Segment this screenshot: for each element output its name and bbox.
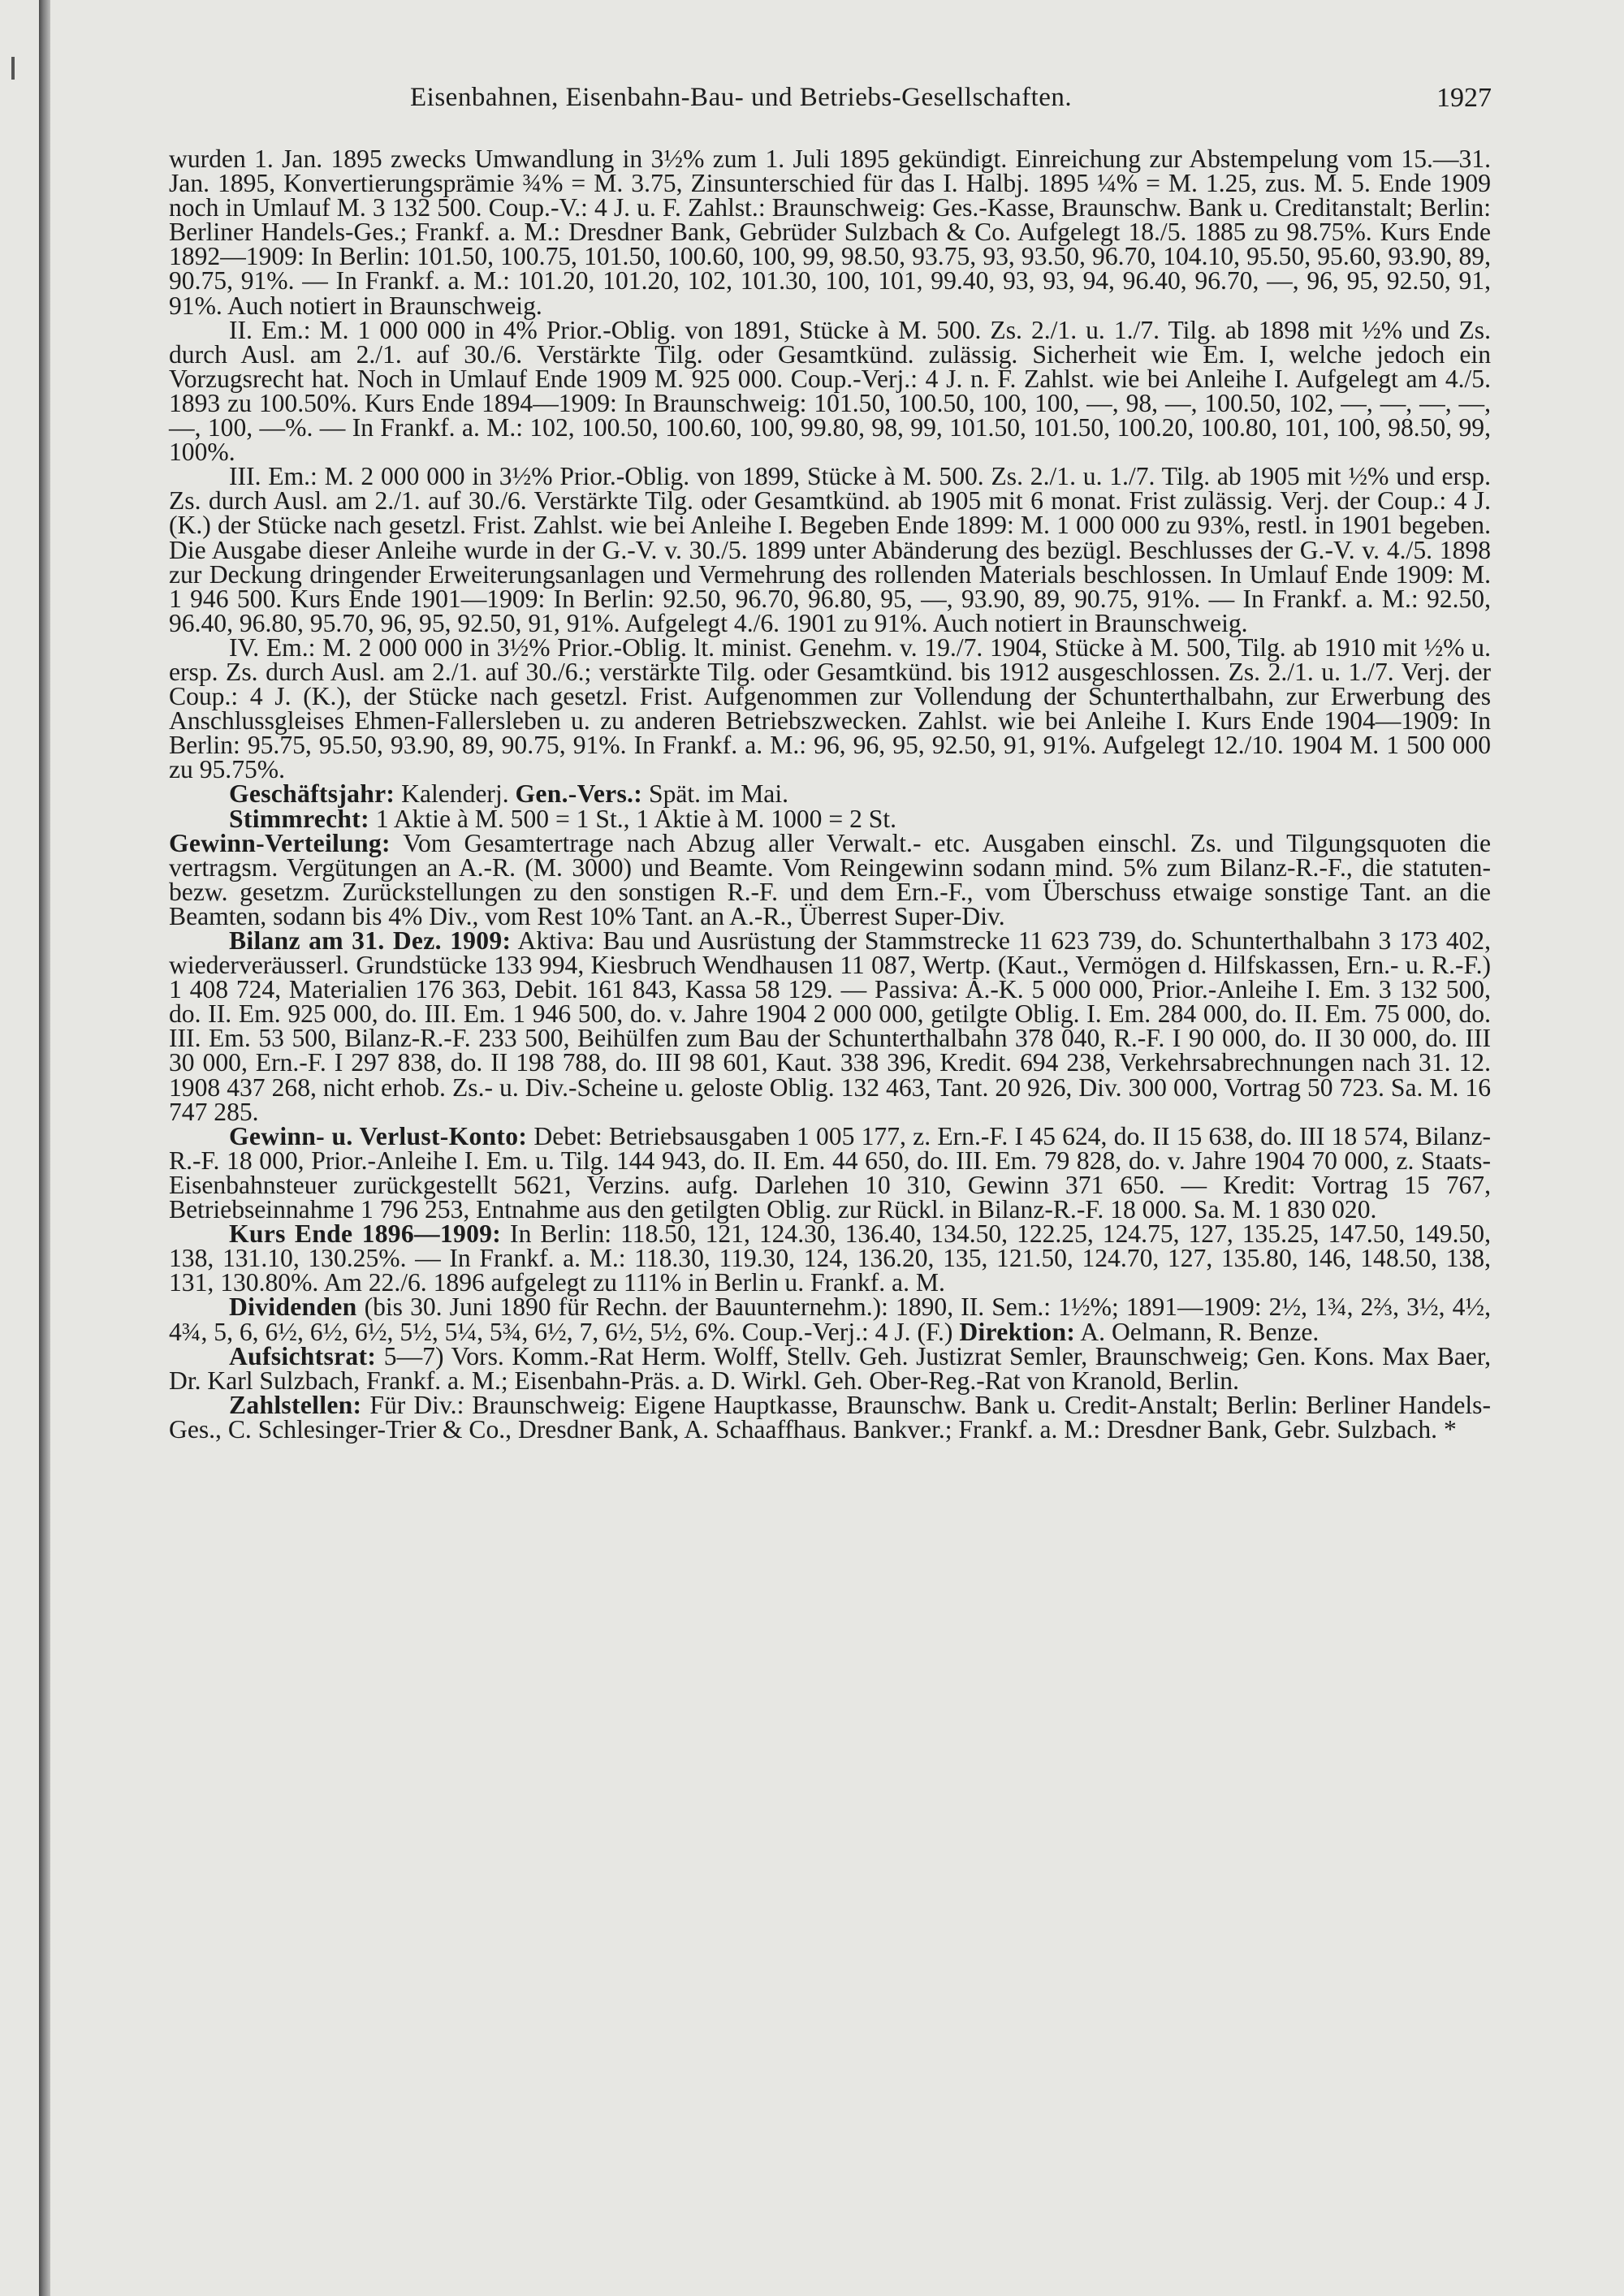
paragraph-text: IV. Em.: M. 2 000 000 in 3½% Prior.-Oblig. lt. minist. Genehm. v. 19./7. 1904, Stücke à M. 500, Tilg. ab 1910 mit ½% u. ersp. Zs. durch Ausl. am 2./1. auf 30./6.; verstärkte Tilg. oder Gesamtkünd. bis 1912 ausgeschlossen. Zs. 2./1. u. 1./7. Verj. der Coup.: 4 J. (K.), der Stücke nach gesetzl. Frist. Aufgenommen zur Vollendung der Schunterthalbahn, zur Erwerbung des Anschlussgleises Ehmen-Fallersleben u. zu anderen Betriebszwecken. Zahlst. wie bei Anleihe I. Kurs Ende 1904—1909: In Berlin: 95.75, 95.50, 93.90, 89, 90.75, 91%. In Frankf. a. M.: 96, 96, 95, 92.50, 91, 91%. Aufgelegt 12./10. 1904 M. 1 500 000 zu 95.75%. — [169, 632, 1491, 784]
paragraph-text: Für Div.: Braunschweig: Eigene Hauptkasse, Braunschw. Bank u. Credit-Anstalt; Berlin: Berliner Handels-Ges., C. Schlesinger-Trier & Co., Dresdner Bank, A. Schaaffhaus. Bankver.; Frankf. a. M.: Dresdner Bank, Gebr. Sulzbach. * — [169, 1390, 1491, 1444]
section-label: Gewinn- u. Verlust-Konto: — [229, 1121, 528, 1150]
section-label: Zahlstellen: — [229, 1390, 362, 1419]
paragraph-kurs — [169, 1219, 1491, 1297]
paragraph-text: In Berlin: 118.50, 121, 124.30, 136.40, 134.50, 122.25, 124.75, 127, 135.25, 147.50, 149.50, 138, 131.10, 130.25%. — In Frankf. a. M.: 118.30, 119.30, 124, 136.20, 135, 121.50, 124.70, 127, 135.80, 146, 148.50, 138, 131, 130.80%. Am 22./6. 1896 aufgelegt zu 111% in Berlin u. Frankf. a. M. — [169, 1219, 1491, 1297]
page-body — [169, 147, 1491, 1442]
paragraph-text: Spät. im Mai. — [642, 779, 788, 809]
paragraph-text: A. Oelmann, R. Benze. — [1075, 1317, 1320, 1346]
paragraph-em2 — [169, 315, 1491, 467]
paragraph-text: (bis 30. Juni 1890 für Rechn. der Bauunternehm.): 1890, II. Sem.: 1½%; 1891—1909: 2½, 1¾, 2⅔, 3½, 4½, 4¾, 5, 6, 6½, 6½, 6½, 5½, 5¼, 5¾, 6½, 7, 6½, 5½, 6%. Coup.-Verj.: 4 J. (F.) — [169, 1293, 1491, 1346]
paragraph-text: Vom Gesamtertrage nach Abzug aller Verwalt.- etc. Ausgaben einschl. Zs. und Tilgungsquoten die vertragsm. Vergütungen an A.-R. (M. 3000) und Beamte. Vom Reingewinn sodann mind. 5% zum Bilanz-R.-F., die statuten- bezw. gesetzm. Zurückstellungen zu den sonstigen R.-F. und dem Ern.-F., vom Überschuss etwaige sonstige Tant. an die Beamten, sodann bis 4% Div., vom Rest 10% Tant. an A.-R., Überrest Super-Div. — [169, 828, 1491, 930]
paragraph-text: Kalenderj. — [395, 779, 516, 809]
section-label: Geschäftsjahr: — [229, 779, 395, 809]
paragraph-text: III. Em.: M. 2 000 000 in 3½% Prior.-Oblig. von 1899, Stücke à M. 500. Zs. 2./1. u. 1./7. Tilg. ab 1905 mit ½% und ersp. Zs. durch Ausl. am 2./1. auf 30./6. Verstärkte Tilg. oder Gesamtkünd. ab 1905 mit 6 monat. Frist zulässig. Verj. der Coup.: 4 J. (K.) der Stücke nach gesetzl. Frist. Zahlst. wie bei Anleihe I. Begeben Ende 1899: M. 1 000 000 zu 93%, restl. in 1901 begeben. Die Ausgabe dieser Anleihe wurde in der G.-V. v. 30./5. 1899 unter Abänderung des bezügl. Beschlusses der G.-V. v. 4./5. 1898 zur Deckung dringender Erweiterungsanlagen und Vermehrung des rollenden Materials beschlossen. In Umlauf Ende 1909: M. 1 946 500. Kurs Ende 1901—1909: In Berlin: 92.50, 96.70, 96.80, 95, —, 93.90, 89, 90.75, 91%. — In Frankf. a. M.: 92.50, 96.40, 96.80, 95.70, 96, 95, 92.50, 91, 91%. Aufgelegt 4./6. 1901 zu 91%. Auch notiert in Braunschweig. — [169, 462, 1491, 637]
section-label: Bilanz am 31. Dez. 1909: — [229, 926, 512, 955]
paragraph-stimmrecht — [169, 804, 1491, 833]
running-title: Eisenbahnen, Eisenbahn-Bau- und Betriebs-Gesellschaften. — [410, 83, 1073, 112]
paragraph-dividenden — [169, 1295, 1491, 1344]
section-label: Gen.-Vers.: — [515, 779, 643, 809]
paragraph-gewinn-verteilung — [169, 828, 1491, 930]
paragraph-em1-continued — [169, 147, 1491, 318]
paragraph-text: 5—7) Vors. Komm.-Rat Herm. Wolff, Stellv. Geh. Justizrat Semler, Braunschweig; Gen. Kons. Max Baer, Dr. Karl Sulzbach, Frankf. a. M.; Eisenbahn-Präs. a. D. Wirkl. Geh. Ober-Reg.-Rat von Kranold, Berlin. — [169, 1341, 1491, 1395]
paragraph-text: Aktiva: Bau und Ausrüstung der Stammstrecke 11 623 739, do. Schunterthalbahn 3 173 402, wiederveräusserl. Grundstücke 133 994, Kiesbruch Wendhausen 11 087, Wertp. (Kaut., Vermögen d. Hilfskassen, Ern.- u. R.-F.) 1 408 724, Materialien 176 363, Debit. 161 843, Kassa 58 129. — Passiva: A.-K. 5 000 000, Prior.-Anleihe I. Em. 3 132 500, do. II. Em. 925 000, do. III. Em. 1 946 500, do. v. Jahre 1904 2 000 000, getilgte Oblig. I. Em. 284 000, do. II. Em. 75 000, do. III. Em. 53 500, Bilanz-R.-F. 233 500, Beihülfen zum Bau der Schunterthalbahn 378 040, R.-F. I 90 000, do. II 30 000, do. III 30 000, Ern.-F. I 297 838, do. II 198 788, do. III 98 601, Kaut. 338 396, Kredit. 694 238, Verkehrsabrechnungen nach 31. 12. 1908 437 268, nicht erhob. Zs.- u. Div.-Scheine u. geloste Oblig. 132 463, Tant. 20 926, Div. 300 000, Vortrag 50 723. Sa. M. 16 747 285. — [169, 926, 1491, 1126]
paragraph-gewinn-verlust — [169, 1121, 1491, 1224]
section-label: Dividenden — [229, 1293, 357, 1322]
paragraph-text: II. Em.: M. 1 000 000 in 4% Prior.-Oblig. von 1891, Stücke à M. 500. Zs. 2./1. u. 1./7. Tilg. ab 1898 mit ½% und Zs. durch Ausl. am 2./1. auf 30./6. Verstärkte Tilg. oder Gesamtkünd. zulässig. Sicherheit wie Em. I, welche jedoch ein Vorzugsrecht hat. Noch in Umlauf Ende 1909 M. 925 000. Coup.-Verj.: 4 J. n. F. Zahlst. wie bei Anleihe I. Aufgelegt am 4./5. 1893 zu 100.50%. Kurs Ende 1894—1909: In Braunschweig: 101.50, 100.50, 100, 100, —, 98, —, 100.50, 102, —, —, —, —, —, 100, —%. — In Frankf. a. M.: 102, 100.50, 100.60, 100, 99.80, 98, 99, 101.50, 101.50, 100.20, 100.80, 101, 100, 98.50, 99, 100%. — [169, 315, 1491, 467]
paragraph-text: 1 Aktie à M. 500 = 1 St., 1 Aktie à M. 1000 = 2 St. — [369, 804, 897, 833]
section-label: Stimmrecht: — [229, 804, 369, 833]
paragraph-em3 — [169, 464, 1491, 636]
paragraph-em4 — [169, 632, 1491, 784]
paragraph-text: Debet: Betriebsausgaben 1 005 177, z. Ern.-F. I 45 624, do. II 15 638, do. III 18 574, Bilanz-R.-F. 18 000, Prior.-Anleihe I. Em. u. Tilg. 144 943, do. II. Em. 44 650, do. III. Em. 79 828, do. v. Jahre 1904 70 000, z. Staats-Eisenbahnsteuer zurückgestellt 5621, Verzins. aufg. Darlehen 10 310, Gewinn 371 650. — Kredit: Vortrag 15 767, Betriebseinnahme 1 796 253, Entnahme aus den getilgten Oblig. zur Rückl. in Bilanz-R.-F. 18 000. Sa. M. 1 830 020. — [169, 1121, 1491, 1224]
paragraph-text: wurden 1. Jan. 1895 zwecks Umwandlung in 3½% zum 1. Juli 1895 gekündigt. Einreichung zur Abstempelung vom 15.—31. Jan. 1895, Konvertierungsprämie ¾% = M. 3.75, Zinsunterschied für das I. Halbj. 1895 ¼% = M. 1.25, zus. M. 5. Ende 1909 noch in Umlauf M. 3 132 500. Coup.-V.: 4 J. u. F. Zahlst.: Braunschweig: Ges.-Kasse, Braunschw. Bank u. Creditanstalt; Berlin: Berliner Handels-Ges.; Frankf. a. M.: Dresdner Bank, Gebrüder Sulzbach & Co. Aufgelegt 18./5. 1885 zu 98.75%. Kurs Ende 1892—1909: In Berlin: 101.50, 100.75, 101.50, 100.60, 100, 99, 98.50, 93.75, 93, 93.50, 96.70, 104.10, 95.50, 95.60, 93.90, 89, 90.75, 91%. — In Frankf. a. M.: 101.20, 101.20, 102, 101.30, 100, 101, 99.40, 93, 93, 94, 96.40, 96.70, —, 96, 95, 92.50, 91, 91%. Auch notiert in Braunschweig. — [169, 145, 1491, 320]
paragraph-aufsichtsrat — [169, 1341, 1491, 1395]
paragraph-geschaeftsjahr — [169, 779, 1491, 809]
section-label: Gewinn-Verteilung: — [169, 828, 391, 857]
page-header — [410, 83, 1492, 123]
page-number: 1927 — [1436, 83, 1492, 113]
scan-margin-mark — [11, 57, 15, 80]
scan-binding-edge — [39, 0, 50, 2296]
section-label: Aufsichtsrat: — [229, 1341, 377, 1370]
section-label: Kurs Ende 1896—1909: — [229, 1219, 502, 1249]
section-label: Direktion: — [959, 1317, 1076, 1346]
paragraph-zahlstellen — [169, 1390, 1491, 1444]
paragraph-bilanz — [169, 926, 1491, 1126]
